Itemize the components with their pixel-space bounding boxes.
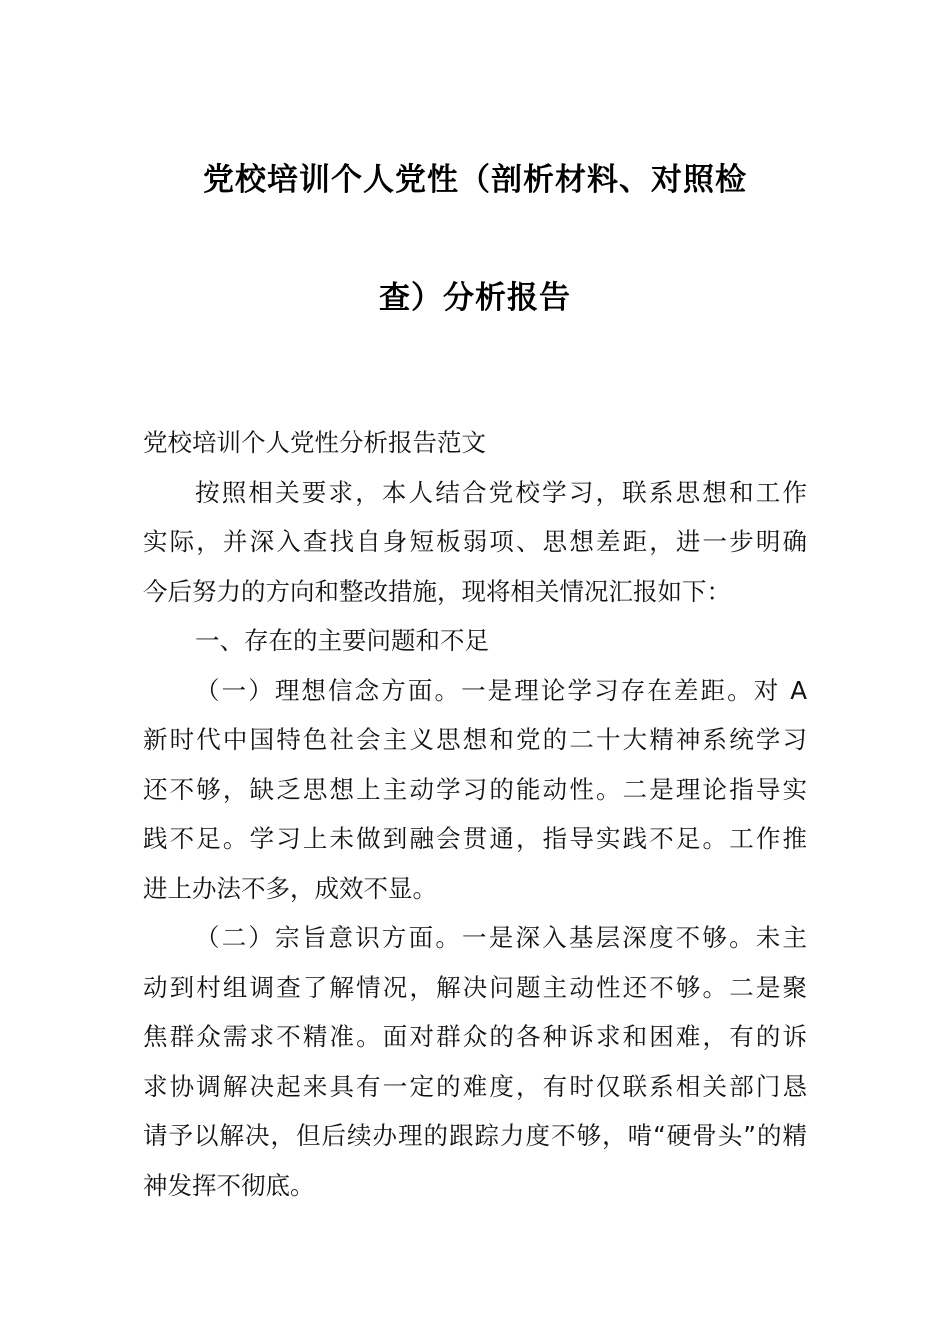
paragraph-line: 动到村组调查了解情况，解决问题主动性还不够。二是聚 (143, 972, 807, 1002)
paragraph-line: 求协调解决起来具有一定的难度，有时仅联系相关部门恳 (143, 1071, 807, 1101)
paragraph-line: 新时代中国特色社会主义思想和党的二十大精神系统学习 (143, 725, 807, 754)
paragraph-line: 践不足。学习上未做到融会贯通，指导实践不足。工作推 (143, 824, 807, 853)
document-title-line-2: 查）分析报告 (379, 280, 571, 316)
paragraph-line: 进上办法不多，成效不显。 (143, 873, 437, 903)
paragraph-line: 今后努力的方向和整改措施，现将相关情况汇报如下： (143, 576, 731, 606)
document-body (143, 418, 807, 1210)
paragraph-line: 还不够，缺乏思想上主动学习的能动性。二是理论指导实 (143, 774, 807, 804)
paragraph-line: 请予以解决，但后续办理的跟踪力度不够，啃“硬骨头”的精 (143, 1121, 807, 1150)
paragraph-line: （一）理想信念方面。一是理论学习存在差距。对 A (195, 675, 807, 705)
paragraph-line: 实际，并深入查找自身短板弱项、思想差距，进一步明确 (143, 527, 807, 556)
paragraph-line: 神发挥不彻底。 (143, 1170, 315, 1200)
paragraph-line: 按照相关要求，本人结合党校学习，联系思想和工作 (195, 477, 807, 507)
paragraph-line: （二）宗旨意识方面。一是深入基层深度不够。未主 (195, 923, 807, 952)
document-title-line-1: 党校培训个人党性（剖析材料、对照检 (203, 162, 747, 198)
paragraph-line: 焦群众需求不精准。面对群众的各种诉求和困难，有的诉 (143, 1022, 807, 1051)
subtitle-line: 党校培训个人党性分析报告范文 (143, 428, 486, 457)
section-heading: 一、存在的主要问题和不足 (195, 626, 489, 655)
